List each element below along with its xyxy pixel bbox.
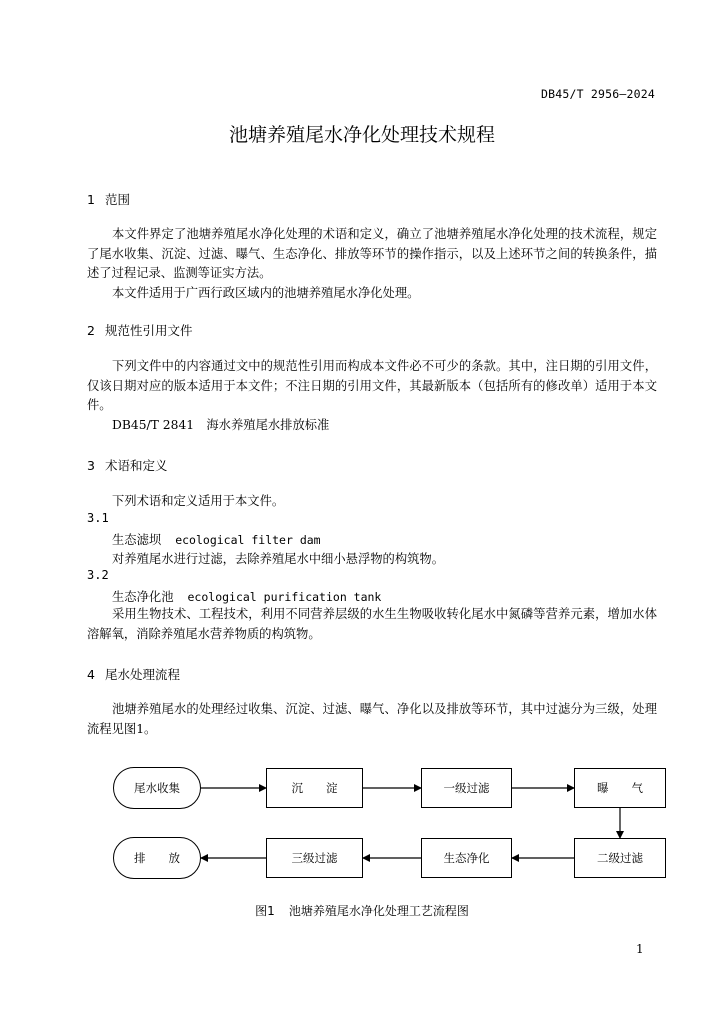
normative-reference: DB45/T 2841 海水养殖尾水排放标准 — [112, 418, 330, 432]
term-number: 3.1 — [87, 511, 109, 525]
standard-code: DB45/T 2956—2024 — [541, 87, 655, 101]
section-4-heading — [87, 665, 180, 683]
flow-node-settle: 沉 淀 — [266, 768, 363, 808]
section-1-heading — [87, 190, 130, 208]
section-title: 术语和定义 — [105, 458, 168, 473]
section-number: 1 — [87, 192, 95, 207]
terms-intro: 下列术语和定义适用于本文件。 — [112, 494, 285, 508]
term-definition: 对养殖尾水进行过滤，去除养殖尾水中细小悬浮物的构筑物。 — [112, 552, 445, 566]
document-title: 池塘养殖尾水净化处理技术规程 — [228, 124, 495, 146]
section-4-body — [87, 700, 657, 739]
paragraph: 下列文件中的内容通过文中的规范性引用而构成本文件必不可少的条款。其中，注日期的引用文件，仅该日期对应的版本适用于本文件；不注日期的引用文件，其最新版本（包括所有的修改单）适用于本文件。 — [87, 359, 657, 412]
figure-caption-text: 池塘养殖尾水净化处理工艺流程图 — [288, 904, 469, 918]
section-title: 尾水处理流程 — [105, 667, 181, 682]
term-en: ecological purification tank — [187, 590, 382, 604]
section-2-body — [87, 357, 657, 416]
term-number: 3.2 — [87, 568, 109, 582]
section-title: 规范性引用文件 — [105, 323, 193, 338]
term-en: ecological filter dam — [175, 533, 321, 547]
term-zh: 生态滤坝 — [112, 533, 162, 547]
section-title: 范围 — [105, 192, 131, 207]
flow-node-filter2: 二级过滤 — [574, 838, 666, 878]
flow-node-discharge: 排 放 — [113, 837, 201, 879]
paragraph: 本文件界定了池塘养殖尾水净化处理的术语和定义，确立了池塘养殖尾水净化处理的技术流程，规定了尾水收集、沉淀、过滤、曝气、生态净化、排放等环节的操作指示，以及上述环节之间的转换条件，描述了过程记录、监测等证实方法。 — [87, 227, 657, 280]
section-number: 4 — [87, 667, 95, 682]
term-heading — [112, 587, 381, 605]
term-heading — [112, 530, 321, 548]
paragraph: 采用生物技术、工程技术，利用不同营养层级的水生生物吸收转化尾水中氮磷等营养元素，增加水体溶解氧，消除养殖尾水营养物质的构筑物。 — [87, 607, 657, 641]
section-1-body — [87, 225, 657, 303]
section-number: 3 — [87, 458, 95, 473]
section-3-heading — [87, 456, 168, 474]
flow-node-collect: 尾水收集 — [113, 767, 201, 809]
flow-node-filter1: 一级过滤 — [421, 768, 512, 808]
figure-caption — [0, 902, 724, 919]
paragraph: 池塘养殖尾水的处理经过收集、沉淀、过滤、曝气、净化以及排放等环节，其中过滤分为三级，处理流程见图1。 — [87, 702, 657, 736]
flow-node-purify: 生态净化 — [421, 838, 512, 878]
section-number: 2 — [87, 323, 95, 338]
paragraph: 本文件适用于广西行政区域内的池塘养殖尾水净化处理。 — [112, 285, 420, 300]
flow-node-filter3: 三级过滤 — [266, 838, 363, 878]
section-2-heading — [87, 321, 193, 339]
figure-label: 图1 — [255, 904, 275, 918]
page-number: 1 — [636, 942, 644, 956]
term-zh: 生态净化池 — [112, 590, 174, 604]
flow-node-aerate: 曝 气 — [574, 768, 666, 808]
term-definition — [87, 605, 657, 644]
